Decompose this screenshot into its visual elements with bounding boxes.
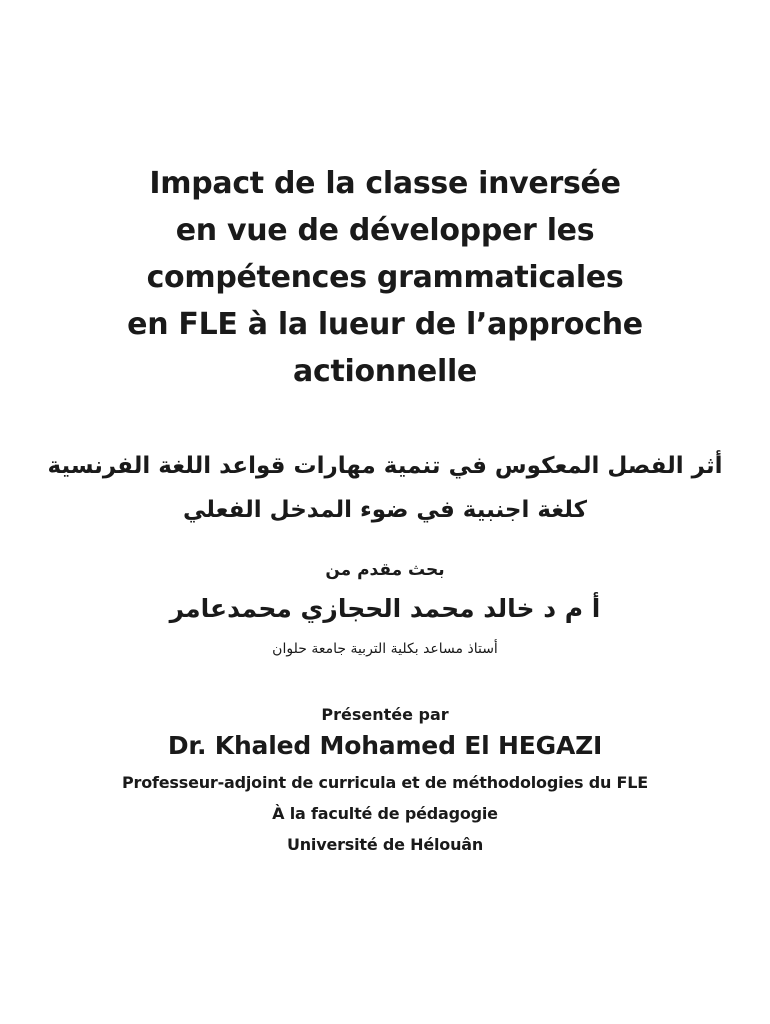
arabic-presented-by: بحث مقدم من: [325, 560, 445, 580]
french-title-line: Impact de la classe inversée: [149, 166, 621, 201]
affiliation-line: Université de Hélouân: [286, 835, 484, 854]
arabic-author-name: أ م د خالد محمد الحجازي محمدعامر: [169, 594, 601, 623]
french-author-affiliation: [0, 767, 770, 860]
arabic-title: [0, 444, 770, 532]
french-title-line: en vue de développer les: [175, 213, 595, 248]
french-author-name: Dr. Khaled Mohamed El HEGAZI: [167, 731, 603, 760]
french-title-line: actionnelle: [293, 354, 477, 389]
arabic-title-line: كلغة اجنبية في ضوء المدخل الفعلي: [182, 497, 588, 523]
affiliation-line: À la faculté de pédagogie: [272, 804, 498, 823]
arabic-author-affiliation: أستاذ مساعد بكلية التربية جامعة حلوان: [272, 641, 498, 657]
arabic-title-line: أثر الفصل المعكوس في تنمية مهارات قواعد اللغة الفرنسية: [47, 453, 723, 479]
french-title: [0, 160, 770, 395]
affiliation-line: Professeur-adjoint de curricula et de méthodologies du FLE: [122, 773, 648, 792]
french-title-line: compétences grammaticales: [146, 260, 624, 295]
french-presented-by: Présentée par: [321, 705, 449, 724]
french-title-line: en FLE à la lueur de l’approche: [127, 307, 643, 342]
